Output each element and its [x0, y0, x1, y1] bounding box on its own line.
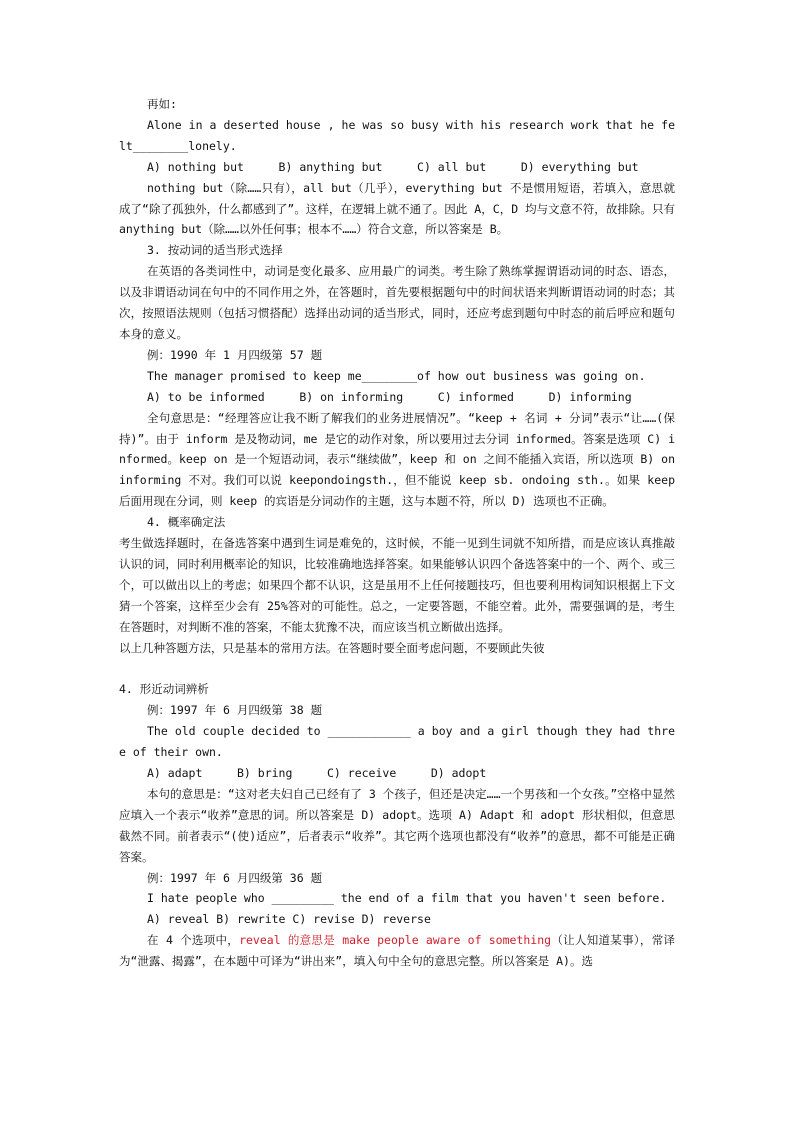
section-4a-body: 考生做选择题时，在备选答案中遇到生词是难免的，这时候，不能一见到生词就不知所措，而是应该认真推敲认识的词，同时利用概率论的知识，比较准确地选择答案。如果能够认识四个备选答案中的一个、两个、或三个，可以做出以上的考虑；如果四个都不认识，这是虽用不上任何接题技巧，但也要利用构词知识根据上下文猜一个答案，这样至少会有 25%答对的可能性。总之，一定要答题，不能空着。此外，需要强调的是，考生在答题时，对判断不准的答案，不能太犹豫不决，而应该当机立断做出选择。 [119, 536, 675, 634]
explanation-lead: 在 4 个选项中， [147, 933, 240, 948]
section-4a-heading: 4. 概率确定法 [147, 515, 226, 530]
section-4b-example-2-options: A) reveal B) rewrite C) revise D) reverse [147, 912, 431, 927]
section-4a-closing: 以上几种答题方法，只是基本的常用方法。在答题时要全面考虑问题，不要顾此失彼 [119, 640, 545, 655]
section-3-sentence: The manager promised to keep me________of how out business was going on. [147, 368, 646, 383]
example-1-options: A) nothing but B) anything but C) all but D) everything but [147, 159, 639, 174]
section-3-explanation: 全句意思是：“经理答应让我不断了解我们的业务进展情况”。“keep + 名词 + 分词”表示“让……(保持)”。由于 inform 是及物动词，me 是它的动作对象，所以要用过去分词 informed。答案是选项 C) informed。keep on 是一个短语动词，表示“继续做”，keep 和 on 之间不能插入宾语，所以选项 B) oninforming 不对。我们可以说 keepondoingsth.，但不能说 keep sb. ondoing sth.。如果 keep 后面用现在分词，则 keep 的宾语是分词动作的主题，这与本题不符，所以 D) 选项也不正确。 [119, 410, 675, 509]
section-4b-example-2-sentence: I hate people who _________ the end of a film that you haven't seen before. [147, 891, 667, 906]
blank-line [119, 658, 675, 679]
section-3-intro: 在英语的各类词性中，动词是变化最多、应用最广的词类。考生除了熟练掌握谓语动词的时态、语态，以及非谓语动词在句中的不同作用之外，在答题时，首先要根据题句中的时间状语来判断谓语动词的时态；其次，按照语法规则（包括习惯搭配）选择出动词的适当形式，同时，还应考虑到题句中时态的前后呼应和题句本身的意义。 [119, 264, 675, 341]
section-3-example-label: 例：1990 年 1 月四级第 57 题 [147, 347, 323, 362]
highlighted-definition: reveal 的意思是 make people aware of something [239, 933, 552, 948]
example-1-sentence: Alone in a deserted house , he was so busy with his research work that he felt________lonely. [119, 117, 675, 153]
explanation-tail: （让人知道某事），常译为“泄露、揭露”，在本题中可译为“讲出来”，填入句中全句的意思完整。所以答案是 A)。选 [119, 933, 675, 969]
section-4b-example-2-explanation [119, 930, 675, 972]
section-4b-example-1-explanation: 本句的意思是：“这对老夫妇自己已经有了 3 个孩子，但还是决定……一个男孩和一个女孩。”空格中显然应填入一个表示“收养”意思的词。所以答案是 D) adopt。选项 A) Adapt 和 adopt 形状相似，但意思截然不同。前者表示“(使)适应”，后者表示“收养”。其它两个选项也都没有“收养”的意思，都不可能是正确答案。 [119, 786, 675, 864]
section-4b-example-1-sentence: The old couple decided to ____________ a boy and a girl though they had three of their own. [119, 724, 675, 760]
zai-ru-label: 再如: [147, 97, 177, 111]
section-4b-example-1-options: A) adapt B) bring C) receive D) adopt [147, 765, 487, 780]
document-page [119, 94, 675, 972]
example-1-explanation: nothing but（除……只有），all but（几乎），everything but 不是惯用短语，若填入，意思就成了“除了孤独外，什么都感到了”。这样，在逻辑上就不通了。因此 A，C，D 均与文意不符，故排除。只有 anything but（除……以外任何事；根本不……）符合文意，所以答案是 B。 [119, 180, 675, 237]
section-4b-heading: 4. 形近动词辨析 [119, 682, 209, 697]
section-3-heading: 3. 按动词的适当形式选择 [147, 243, 283, 258]
section-4b-example-1-label: 例：1997 年 6 月四级第 38 题 [147, 703, 323, 718]
section-3-options: A) to be informed B) on informing C) informed D) informing [147, 389, 632, 404]
section-4b-example-2-label: 例：1997 年 6 月四级第 36 题 [147, 870, 323, 885]
